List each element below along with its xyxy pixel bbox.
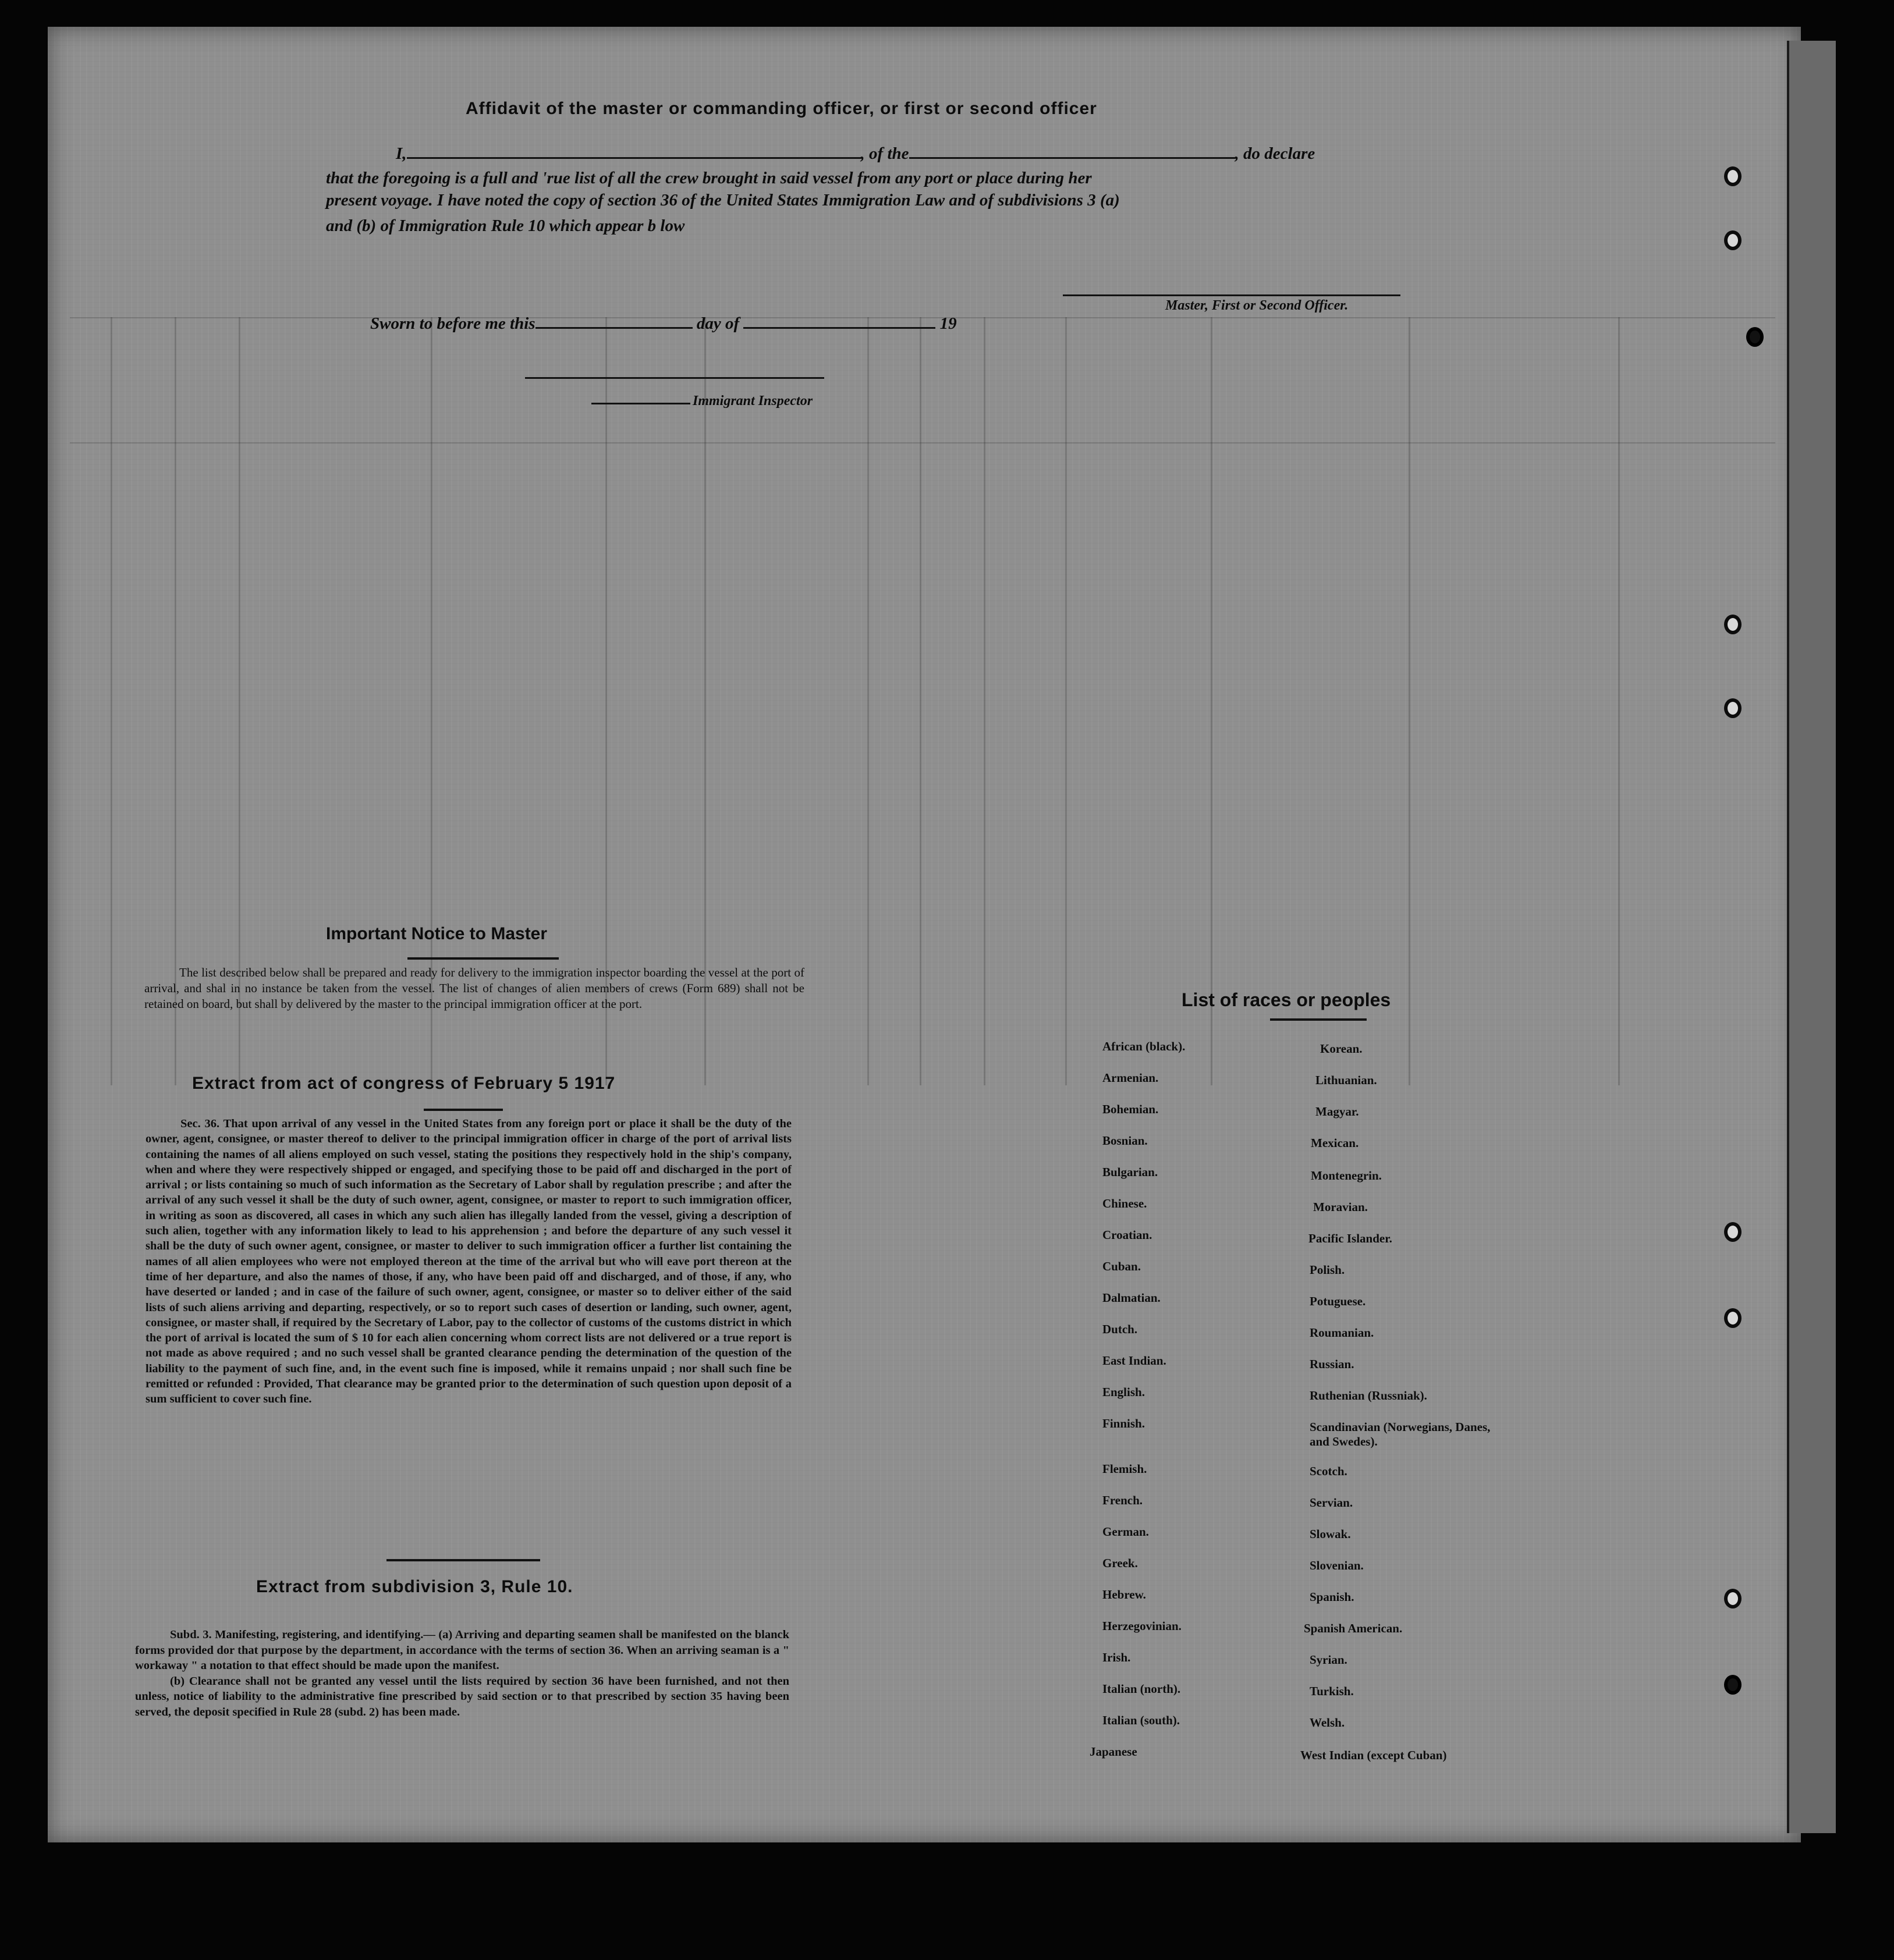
notice-body: The list described below shall be prepared and ready for delivery to the immigration inspector boarding the vessel at the port of arrival, and shal in no instance be taken from the vessel. The list of changes of alien members of crews (Form 689) shall not be retained on board, but shall by delivered by the master to the principal immigration officer at the port. — [144, 965, 804, 1011]
sworn-day-of: day of — [696, 314, 740, 333]
race-left-item: Greek. — [1102, 1556, 1138, 1570]
race-right-item: Slowak. — [1310, 1527, 1351, 1541]
binder-hole — [1724, 1675, 1742, 1695]
race-left-item: East Indian. — [1102, 1354, 1166, 1368]
race-right-item: Lithuanian. — [1315, 1073, 1377, 1087]
race-right-item: Slovenian. — [1310, 1558, 1364, 1572]
race-left-item: Dalmatian. — [1102, 1291, 1161, 1305]
act-extract-title: Extract from act of congress of February 5 1917 — [192, 1074, 616, 1093]
race-right-item: Scandinavian (Norwegians, Danes, and Swedes). — [1310, 1420, 1491, 1448]
day-blank — [535, 327, 693, 329]
race-right-item: Syrian. — [1310, 1653, 1347, 1667]
race-left-item: Croatian. — [1102, 1228, 1152, 1242]
race-right-item: Scotch. — [1310, 1464, 1347, 1478]
binder-hole — [1724, 1222, 1742, 1242]
document-page — [48, 27, 1801, 1842]
binder-hole — [1746, 327, 1764, 347]
name-blank — [407, 157, 861, 159]
bleedthrough-rule — [1618, 317, 1620, 1085]
act-extract-rule — [424, 1109, 503, 1111]
month-blank — [743, 327, 935, 329]
race-right-item: Magyar. — [1315, 1105, 1359, 1119]
binder-hole — [1724, 166, 1742, 186]
race-right-item: Turkish. — [1310, 1684, 1354, 1698]
race-left-item: German. — [1102, 1525, 1149, 1539]
affidavit-line-4: and (b) of Immigration Rule 10 which appear b low — [326, 216, 685, 235]
race-left-item: English. — [1102, 1385, 1145, 1399]
binder-hole — [1724, 698, 1742, 718]
rule-extract-body — [135, 1627, 789, 1720]
race-left-item: Hebrew. — [1102, 1588, 1146, 1602]
bleedthrough-rule — [920, 317, 921, 1085]
rule-extract-top-rule — [386, 1559, 540, 1561]
race-left-item: Cuban. — [1102, 1259, 1141, 1273]
inspector-caption: Immigrant Inspector — [693, 393, 813, 409]
affidavit-line-3: present voyage. I have noted the copy of section 36 of the United States Immigration Law and of subdivisions 3 (a) — [326, 191, 1120, 210]
bleedthrough-rule — [111, 317, 112, 1085]
master-signature-caption: Master, First or Second Officer. — [1165, 298, 1349, 313]
rule-extract-para-a: Subd. 3. Manifesting, registering, and identifying.— (a) Arriving and departing seamen shall be manifested on the blanck forms provided dor that purpose by the department, in accordance with the terms of section 36. When an arriving seaman is a " workaway " a notation to that effect should be made upon the manifest. — [135, 1628, 789, 1672]
race-left-item: Bohemian. — [1102, 1102, 1159, 1116]
bleedthrough-rule — [70, 442, 1775, 443]
race-left-item: Armenian. — [1102, 1071, 1159, 1085]
notice-title: Important Notice to Master — [326, 924, 548, 943]
sworn-line — [370, 314, 1069, 333]
race-right-item: Moravian. — [1313, 1200, 1368, 1214]
race-left-item: Bulgarian. — [1102, 1165, 1158, 1179]
vessel-blank — [909, 157, 1235, 159]
race-right-item: Ruthenian (Russniak). — [1310, 1389, 1427, 1402]
race-right-item: Montenegrin. — [1311, 1169, 1382, 1183]
act-extract-body: Sec. 36. That upon arrival of any vessel in the United States from any foreign port or place it shall be the duty of the owner, agent, consignee, or master thereof to deliver to the principal immigration officer in charge of the port of arrival lists containing the names of all aliens employed on such vessel, stating the positions they respectively hold in the ship's company, when and where they were respectively shipped or engaged, and specifying those to be paid off and discharged in the port of arrival ; or lists containing so much of such information as the Secretary of Labor shall by regulation prescribe ; and after the arrival of any such vessel it shall be the duty of such owner, agent, consignee, or master to report to such immigration officer, in writing as soon as discovered, all cases in which any such alien has illegally landed from the vessel, giving a description of such alien, together with any information likely to lead to his apprehension ; and before the departure of any such vessel it shall be the duty of such owner agent, consignee, or master to deliver to such immigration officer a further list containing the names of all alien employees who were not employed thereon at the time of the arrival but who will eave port thereon at the time of her departure, and also the names of those, if any, who have been paid off and discharged, and of those, if any, who have deserted or landed ; and in case of the failure of such owner, agent, consignee, or master so to deliver either of the said lists of such aliens arriving and departing, respectively, or so to report such cases of desertion or landing, such owner, agent, consignee, or master shall, if required by the Secretary of Labor, pay to the collector of customs of the customs district in which the port of arrival is located the sum of $ 10 for each alien concerning whom correct lists are not delivered or a true report is not made as above required ; and no such vessel shall be granted clearance pending the determination of the question of the liability to the payment of such fine, and, in the event such fine is imposed, while it remains unpaid ; nor shall such fine be remitted or refunded : Provided, That clearance may be granted prior to the determination of such question upon deposit of a sum sufficient to cover such fine. — [146, 1117, 792, 1406]
sworn-year: 19 — [939, 314, 957, 333]
binder-hole — [1724, 1589, 1742, 1609]
inspector-short-line — [591, 403, 690, 404]
race-left-item: Dutch. — [1102, 1322, 1138, 1336]
race-right-item: West Indian (except Cuban) — [1300, 1748, 1447, 1762]
race-right-item: Spanish. — [1310, 1590, 1354, 1604]
rule-extract-title: Extract from subdivision 3, Rule 10. — [256, 1577, 573, 1596]
race-left-item: Italian (north). — [1102, 1682, 1181, 1696]
race-right-item: Servian. — [1310, 1496, 1353, 1510]
bleedthrough-rule — [1065, 317, 1067, 1085]
notice-title-rule — [407, 957, 559, 960]
race-left-item: Italian (south). — [1102, 1713, 1180, 1727]
affidavit-of-the: , of the — [860, 144, 909, 163]
binder-hole — [1724, 230, 1742, 250]
sworn-prefix: Sworn to before me this — [370, 314, 535, 333]
affidavit-do-declare: , do declare — [1235, 144, 1315, 163]
bleedthrough-rule — [867, 317, 869, 1085]
race-right-item: Korean. — [1320, 1042, 1363, 1056]
races-title-rule — [1270, 1018, 1367, 1021]
race-right-item: Spanish American. — [1304, 1621, 1403, 1635]
race-left-item: French. — [1102, 1493, 1143, 1507]
binder-hole — [1724, 615, 1742, 634]
race-right-item: Potuguese. — [1310, 1294, 1366, 1308]
affidavit-declaration-line — [326, 144, 1414, 164]
race-left-item: Herzegovinian. — [1102, 1619, 1182, 1633]
race-right-item: Roumanian. — [1310, 1326, 1374, 1340]
binding-edge — [1787, 41, 1836, 1833]
affidavit-line-2: that the foregoing is a full and 'rue list of all the crew brought in said vessel from any port or place during her — [326, 169, 1092, 187]
binder-hole — [1724, 1308, 1742, 1328]
affidavit-i: I, — [396, 144, 407, 163]
race-left-item: Bosnian. — [1102, 1134, 1148, 1148]
races-title: List of races or peoples — [1182, 989, 1391, 1010]
bleedthrough-rule — [1211, 317, 1212, 1085]
bleedthrough-rule — [984, 317, 985, 1085]
rule-extract-para-b: (b) Clearance shall not be granted any vessel until the lists required by section 36 have been furnished, and not then unless, notice of liability to the administrative fine prescribed by said section or to that prescribed by section 35 having been served, the deposit specified in Rule 28 (subd. 2) has been made. — [135, 1674, 789, 1718]
inspector-signature-line — [525, 377, 824, 379]
master-signature-line — [1063, 294, 1400, 296]
bleedthrough-rule — [1409, 317, 1410, 1085]
race-right-item: Russian. — [1310, 1357, 1354, 1371]
race-left-item: Japanese — [1090, 1745, 1137, 1759]
race-right-item: Pacific Islander. — [1308, 1231, 1392, 1245]
race-left-item: Irish. — [1102, 1650, 1131, 1664]
race-left-item: Finnish. — [1102, 1416, 1145, 1430]
race-right-item: Mexican. — [1311, 1136, 1359, 1150]
race-left-item: Flemish. — [1102, 1462, 1147, 1476]
affidavit-title: Affidavit of the master or commanding officer, or first or second officer — [466, 99, 1097, 118]
race-right-item: Welsh. — [1310, 1716, 1345, 1730]
race-left-item: African (black). — [1102, 1039, 1186, 1053]
race-left-item: Chinese. — [1102, 1196, 1147, 1210]
race-right-item: Polish. — [1310, 1263, 1345, 1277]
